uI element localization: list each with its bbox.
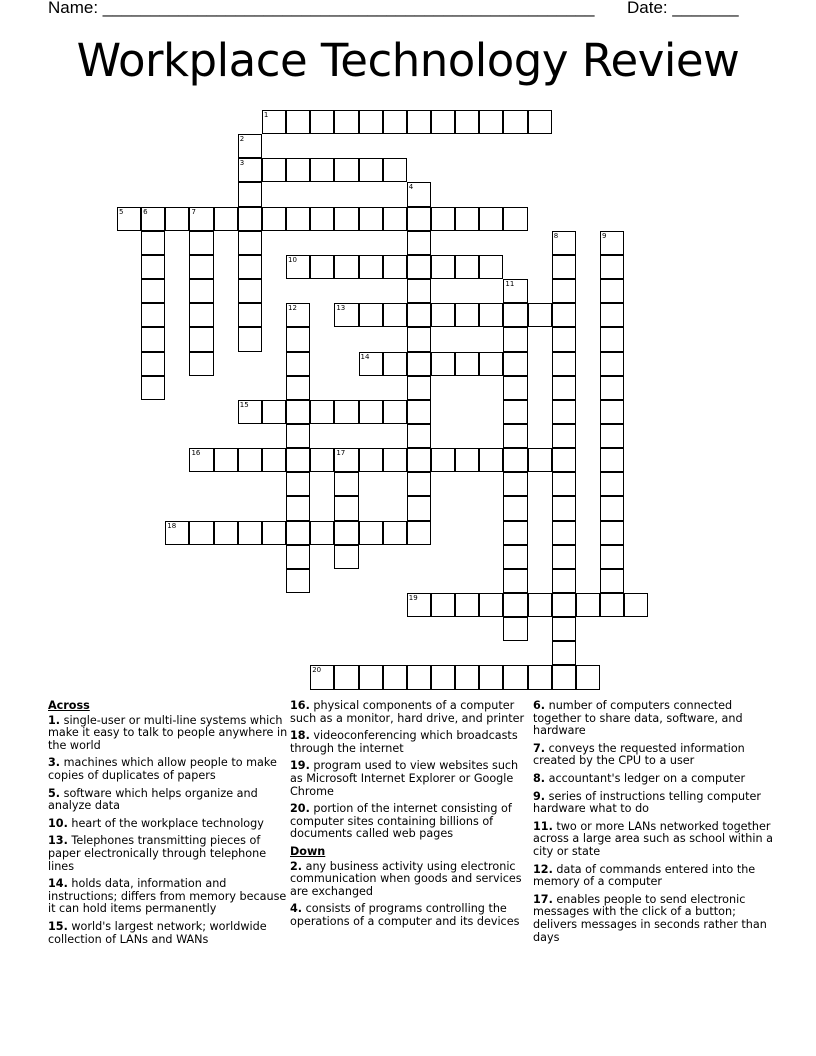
crossword-cell[interactable] <box>503 593 527 617</box>
crossword-cell[interactable] <box>359 521 383 545</box>
crossword-cell[interactable] <box>624 593 648 617</box>
crossword-cell[interactable] <box>359 207 383 231</box>
clue-text: series of instructions telling computer hardware what to do <box>533 789 762 816</box>
crossword-cell[interactable] <box>552 279 576 303</box>
crossword-cell[interactable] <box>286 352 310 376</box>
crossword-cell[interactable] <box>310 665 334 689</box>
crossword-cell[interactable] <box>503 400 527 424</box>
crossword-cell[interactable] <box>238 448 262 472</box>
crossword-cell[interactable] <box>286 207 310 231</box>
crossword-cell[interactable] <box>503 617 527 641</box>
crossword-cell[interactable] <box>189 255 213 279</box>
crossword-cell[interactable] <box>334 448 358 472</box>
crossword-cell[interactable] <box>407 303 431 327</box>
crossword-cell[interactable] <box>431 110 455 134</box>
crossword-cell[interactable] <box>431 255 455 279</box>
crossword-cell[interactable] <box>310 400 334 424</box>
crossword-cell[interactable] <box>479 593 503 617</box>
crossword-cell[interactable] <box>334 400 358 424</box>
crossword-cell[interactable] <box>431 303 455 327</box>
clue-number: 11. <box>533 819 553 833</box>
crossword-cell[interactable] <box>503 279 527 303</box>
cell-number: 18 <box>167 521 177 530</box>
crossword-cell[interactable] <box>310 207 334 231</box>
cell-number: 4 <box>408 183 414 192</box>
crossword-cell[interactable] <box>214 207 238 231</box>
crossword-cell[interactable] <box>528 110 552 134</box>
cell-number: 3 <box>239 159 245 168</box>
crossword-cell[interactable] <box>455 110 479 134</box>
crossword-cell[interactable] <box>600 255 624 279</box>
crossword-cell[interactable] <box>528 665 552 689</box>
crossword-cell[interactable] <box>455 207 479 231</box>
crossword-cell[interactable] <box>503 352 527 376</box>
clue-text: world's largest network; worldwide collection of LANs and WANs <box>48 919 267 946</box>
crossword-cell[interactable] <box>503 424 527 448</box>
crossword-cell[interactable] <box>286 424 310 448</box>
clue-number: 4. <box>290 902 303 916</box>
crossword-cell[interactable] <box>600 521 624 545</box>
crossword-cell[interactable] <box>600 279 624 303</box>
crossword-cell[interactable] <box>407 593 431 617</box>
crossword-cell[interactable] <box>552 545 576 569</box>
crossword-cell[interactable] <box>407 279 431 303</box>
crossword-cell[interactable] <box>600 376 624 400</box>
crossword-cell[interactable] <box>262 521 286 545</box>
cell-number: 1 <box>263 111 269 119</box>
crossword-cell[interactable] <box>334 521 358 545</box>
crossword-cell[interactable] <box>503 472 527 496</box>
crossword-cell[interactable] <box>503 376 527 400</box>
crossword-cell[interactable] <box>383 303 407 327</box>
crossword-cell[interactable] <box>600 352 624 376</box>
clue-text: machines which allow people to make copies of duplicates of papers <box>48 756 277 782</box>
clue-across-15 <box>48 921 288 946</box>
crossword-cell[interactable] <box>552 593 576 617</box>
cell-number: 14 <box>360 352 370 361</box>
crossword-cell[interactable] <box>310 158 334 182</box>
crossword-cell[interactable] <box>359 110 383 134</box>
crossword-cell[interactable] <box>552 569 576 593</box>
crossword-cell[interactable] <box>552 665 576 689</box>
cell-number: 13 <box>336 304 346 313</box>
crossword-cell[interactable] <box>286 327 310 351</box>
clue-number: 1. <box>48 713 61 727</box>
name-field: Name: ____________________________________________________ <box>48 0 595 17</box>
crossword-cell[interactable] <box>503 569 527 593</box>
crossword-cell[interactable] <box>334 303 358 327</box>
crossword-cell[interactable] <box>407 521 431 545</box>
crossword-cell[interactable] <box>334 110 358 134</box>
clue-text: two or more LANs networked together across a large area such as school within a city or state <box>533 819 773 858</box>
clue-number: 12. <box>533 862 553 876</box>
crossword-cell[interactable] <box>503 448 527 472</box>
crossword-cell[interactable] <box>238 400 262 424</box>
crossword-cell[interactable] <box>600 593 624 617</box>
crossword-cell[interactable] <box>286 521 310 545</box>
crossword-cell[interactable] <box>431 448 455 472</box>
crossword-cell[interactable] <box>165 521 189 545</box>
crossword-cell[interactable] <box>479 665 503 689</box>
clue-number: 2. <box>290 859 303 873</box>
crossword-cell[interactable] <box>503 207 527 231</box>
crossword-cell[interactable] <box>552 255 576 279</box>
crossword-cell[interactable] <box>600 327 624 351</box>
crossword-cell[interactable] <box>189 231 213 255</box>
crossword-cell[interactable] <box>334 472 358 496</box>
crossword-cell[interactable] <box>334 496 358 520</box>
clue-text: conveys the requested information created by the CPU to a user <box>533 741 745 768</box>
crossword-cell[interactable] <box>431 352 455 376</box>
clue-number: 18. <box>290 729 310 743</box>
crossword-cell[interactable] <box>262 158 286 182</box>
crossword-cell[interactable] <box>359 303 383 327</box>
clue-down-7 <box>533 743 773 768</box>
crossword-cell[interactable] <box>141 207 165 231</box>
crossword-cell[interactable] <box>214 448 238 472</box>
crossword-cell[interactable] <box>600 496 624 520</box>
crossword-cell[interactable] <box>286 158 310 182</box>
crossword-cell[interactable] <box>262 400 286 424</box>
clue-down-2 <box>290 861 530 899</box>
crossword-cell[interactable] <box>455 448 479 472</box>
crossword-cell[interactable] <box>359 158 383 182</box>
crossword-cell[interactable] <box>286 545 310 569</box>
cell-number: 16 <box>191 449 201 458</box>
cell-number: 6 <box>143 207 148 216</box>
crossword-cell[interactable] <box>141 352 165 376</box>
clue-across-14 <box>48 878 288 916</box>
clue-text: portion of the internet consisting of computer sites containing billions of documents called web pages <box>290 802 512 841</box>
crossword-cell[interactable] <box>286 448 310 472</box>
clue-text: single-user or multi-line systems which make it easy to talk to people anywhere in the world <box>48 713 288 752</box>
clue-down-6 <box>533 700 773 738</box>
clue-across-13 <box>48 835 288 873</box>
crossword-cell[interactable] <box>238 182 262 206</box>
clue-text: physical components of a computer such as a monitor, hard drive, and printer <box>290 699 525 725</box>
clue-across-5 <box>48 788 288 813</box>
crossword-cell[interactable] <box>189 327 213 351</box>
crossword-cell[interactable] <box>479 303 503 327</box>
crossword-cell[interactable] <box>383 255 407 279</box>
down-heading: Down <box>290 844 326 858</box>
crossword-cell[interactable] <box>359 352 383 376</box>
crossword-cell[interactable] <box>383 110 407 134</box>
crossword-cell[interactable] <box>141 327 165 351</box>
crossword-cell[interactable] <box>286 496 310 520</box>
crossword-cell[interactable] <box>238 134 262 158</box>
clue-number: 6. <box>533 699 546 712</box>
crossword-cell[interactable] <box>552 448 576 472</box>
crossword-cell[interactable] <box>383 352 407 376</box>
clue-number: 15. <box>48 919 68 933</box>
clue-number: 5. <box>48 786 61 800</box>
crossword-cell[interactable] <box>600 400 624 424</box>
crossword-cell[interactable] <box>552 400 576 424</box>
crossword-cell[interactable] <box>407 448 431 472</box>
crossword-cell[interactable] <box>407 376 431 400</box>
crossword-cell[interactable] <box>165 207 189 231</box>
crossword-cell[interactable] <box>552 352 576 376</box>
crossword-cell[interactable] <box>528 303 552 327</box>
clue-across-3 <box>48 757 288 782</box>
cell-number: 17 <box>336 449 346 458</box>
clue-number: 19. <box>290 759 310 773</box>
crossword-cell[interactable] <box>310 110 334 134</box>
clue-across-19 <box>290 760 530 798</box>
date-field: Date: _______ <box>627 0 739 17</box>
crossword-cell[interactable] <box>310 521 334 545</box>
crossword-cell[interactable] <box>286 303 310 327</box>
crossword-cell[interactable] <box>552 617 576 641</box>
cell-number: 5 <box>119 207 124 216</box>
crossword-cell[interactable] <box>238 231 262 255</box>
clue-text: videoconferencing which broadcasts through the internet <box>290 729 518 755</box>
crossword-cell[interactable] <box>407 255 431 279</box>
crossword-cell[interactable] <box>407 231 431 255</box>
crossword-cell[interactable] <box>310 448 334 472</box>
crossword-cell[interactable] <box>600 569 624 593</box>
crossword-cell[interactable] <box>383 448 407 472</box>
crossword-cell[interactable] <box>455 352 479 376</box>
crossword-cell[interactable] <box>576 593 600 617</box>
clue-across-10 <box>48 818 288 831</box>
crossword-cell[interactable] <box>503 303 527 327</box>
crossword-cell[interactable] <box>479 255 503 279</box>
crossword-cell[interactable] <box>141 231 165 255</box>
crossword-cell[interactable] <box>189 303 213 327</box>
crossword-cell[interactable] <box>576 665 600 689</box>
crossword-cell[interactable] <box>431 207 455 231</box>
crossword-cell[interactable] <box>383 207 407 231</box>
cell-number: 2 <box>239 135 245 144</box>
crossword-cell[interactable] <box>383 400 407 424</box>
crossword-cell[interactable] <box>189 448 213 472</box>
clue-number: 14. <box>48 877 68 891</box>
cell-number: 19 <box>408 594 418 602</box>
clue-across-16 <box>290 700 530 725</box>
crossword-cell[interactable] <box>552 496 576 520</box>
crossword-cell[interactable] <box>552 424 576 448</box>
crossword-cell[interactable] <box>141 376 165 400</box>
crossword-cell[interactable] <box>600 472 624 496</box>
crossword-cell[interactable] <box>359 400 383 424</box>
crossword-cell[interactable] <box>286 569 310 593</box>
clue-down-12 <box>533 864 773 889</box>
crossword-cell[interactable] <box>238 303 262 327</box>
crossword-cell[interactable] <box>600 303 624 327</box>
crossword-cell[interactable] <box>600 231 624 255</box>
crossword-cell[interactable] <box>503 327 527 351</box>
crossword-cell[interactable] <box>407 207 431 231</box>
crossword-cell[interactable] <box>503 665 527 689</box>
crossword-cell[interactable] <box>407 665 431 689</box>
crossword-cell[interactable] <box>238 255 262 279</box>
clue-text: program used to view websites such as Microsoft Internet Explorer or Google Chrome <box>290 759 519 798</box>
cell-number: 10 <box>288 255 297 264</box>
crossword-cell[interactable] <box>286 376 310 400</box>
crossword-cell[interactable] <box>189 521 213 545</box>
clue-down-4 <box>290 903 530 928</box>
crossword-cell[interactable] <box>334 255 358 279</box>
clue-number: 20. <box>290 802 310 816</box>
crossword-cell[interactable] <box>552 472 576 496</box>
crossword-cell[interactable] <box>528 593 552 617</box>
crossword-cell[interactable] <box>503 496 527 520</box>
crossword-cell[interactable] <box>479 110 503 134</box>
crossword-cell[interactable] <box>359 448 383 472</box>
crossword-cell[interactable] <box>334 158 358 182</box>
crossword-cell[interactable] <box>479 352 503 376</box>
crossword-cell[interactable] <box>238 158 262 182</box>
crossword-cell[interactable] <box>552 641 576 665</box>
clue-number: 9. <box>533 789 546 803</box>
crossword-cell[interactable] <box>238 279 262 303</box>
crossword-cell[interactable] <box>407 327 431 351</box>
clue-text: holds data, information and instructions; differs from memory because it can hold items permanently <box>48 877 287 916</box>
clue-number: 8. <box>533 771 546 785</box>
crossword-cell[interactable] <box>189 279 213 303</box>
clue-down-9 <box>533 791 773 816</box>
crossword-cell[interactable] <box>286 110 310 134</box>
crossword-cell[interactable] <box>552 376 576 400</box>
clue-number: 10. <box>48 816 68 830</box>
crossword-cell[interactable] <box>552 303 576 327</box>
clue-down-17 <box>533 894 773 944</box>
clue-across-1 <box>48 715 288 753</box>
cell-number: 15 <box>239 400 249 409</box>
crossword-cell[interactable] <box>455 593 479 617</box>
clue-number: 3. <box>48 756 61 770</box>
cell-number: 7 <box>191 207 196 216</box>
crossword-cell[interactable] <box>407 472 431 496</box>
crossword-cell[interactable] <box>407 496 431 520</box>
clue-down-11 <box>533 821 773 859</box>
clues-column-3 <box>533 700 773 949</box>
crossword-cell[interactable] <box>334 207 358 231</box>
crossword-cell[interactable] <box>334 545 358 569</box>
crossword-cell[interactable] <box>455 255 479 279</box>
clue-across-20 <box>290 803 530 841</box>
crossword-cell[interactable] <box>503 110 527 134</box>
crossword-cell[interactable] <box>407 352 431 376</box>
crossword-cell[interactable] <box>431 593 455 617</box>
cell-number: 11 <box>505 280 515 289</box>
crossword-cell[interactable] <box>383 521 407 545</box>
crossword-cell[interactable] <box>600 545 624 569</box>
clue-text: accountant's ledger on a computer <box>548 771 746 785</box>
crossword-cell[interactable] <box>189 352 213 376</box>
crossword-cell[interactable] <box>359 665 383 689</box>
clue-across-18 <box>290 730 530 755</box>
crossword-cell[interactable] <box>600 424 624 448</box>
cell-number: 8 <box>553 231 559 240</box>
crossword-cell[interactable] <box>238 521 262 545</box>
crossword-cell[interactable] <box>141 303 165 327</box>
crossword-cell[interactable] <box>286 400 310 424</box>
cell-number: 9 <box>602 231 607 240</box>
crossword-cell[interactable] <box>407 424 431 448</box>
clue-number: 7. <box>533 741 546 755</box>
crossword-cell[interactable] <box>455 303 479 327</box>
crossword-cell[interactable] <box>383 158 407 182</box>
crossword-cell[interactable] <box>286 255 310 279</box>
clue-number: 17. <box>533 892 553 906</box>
crossword-cell[interactable] <box>407 182 431 206</box>
clue-number: 13. <box>48 834 68 848</box>
clues-column-2 <box>290 700 530 934</box>
clue-text: number of computers connected together to share data, software, and hardware <box>533 699 743 738</box>
crossword-cell[interactable] <box>117 207 141 231</box>
cell-number: 20 <box>312 666 322 675</box>
crossword-cell[interactable] <box>141 279 165 303</box>
crossword-cell[interactable] <box>238 207 262 231</box>
clue-text: software which helps organize and analyze data <box>48 786 258 813</box>
crossword-cell[interactable] <box>552 231 576 255</box>
clue-text: enables people to send electronic messages with the click of a button; delivers messages in seconds rather than days <box>533 892 767 944</box>
crossword-cell[interactable] <box>359 255 383 279</box>
crossword-cell[interactable] <box>431 665 455 689</box>
crossword-cell[interactable] <box>262 110 286 134</box>
crossword-cell[interactable] <box>286 472 310 496</box>
crossword-cell[interactable] <box>503 521 527 545</box>
clue-down-8 <box>533 773 773 786</box>
crossword-cell[interactable] <box>528 448 552 472</box>
crossword-cell[interactable] <box>407 110 431 134</box>
crossword-cell[interactable] <box>189 207 213 231</box>
clue-text: data of commands entered into the memory of a computer <box>533 862 756 889</box>
clues-column-1 <box>48 700 288 951</box>
crossword-cell[interactable] <box>479 207 503 231</box>
crossword-cell[interactable] <box>214 521 238 545</box>
crossword-cell[interactable] <box>552 327 576 351</box>
across-heading: Across <box>48 699 90 712</box>
cell-number: 12 <box>288 304 297 313</box>
clue-number: 16. <box>290 699 310 712</box>
crossword-cell[interactable] <box>334 665 358 689</box>
clue-text: any business activity using electronic communication when goods and services are exchanged <box>290 859 522 898</box>
clue-text: consists of programs controlling the operations of a computer and its devices <box>290 902 520 928</box>
crossword-cell[interactable] <box>262 207 286 231</box>
clue-text: heart of the workplace technology <box>71 816 264 830</box>
crossword-cell[interactable] <box>455 665 479 689</box>
crossword-cell[interactable] <box>407 400 431 424</box>
clue-text: Telephones transmitting pieces of paper electronically through telephone lines <box>48 834 267 873</box>
crossword-cell[interactable] <box>600 448 624 472</box>
crossword-cell[interactable] <box>262 448 286 472</box>
crossword-cell[interactable] <box>141 255 165 279</box>
crossword-cell[interactable] <box>479 448 503 472</box>
crossword-cell[interactable] <box>310 255 334 279</box>
crossword-cell[interactable] <box>503 545 527 569</box>
crossword-cell[interactable] <box>552 521 576 545</box>
crossword-cell[interactable] <box>383 665 407 689</box>
crossword-cell[interactable] <box>238 327 262 351</box>
puzzle-title: Workplace Technology Review <box>76 34 740 87</box>
